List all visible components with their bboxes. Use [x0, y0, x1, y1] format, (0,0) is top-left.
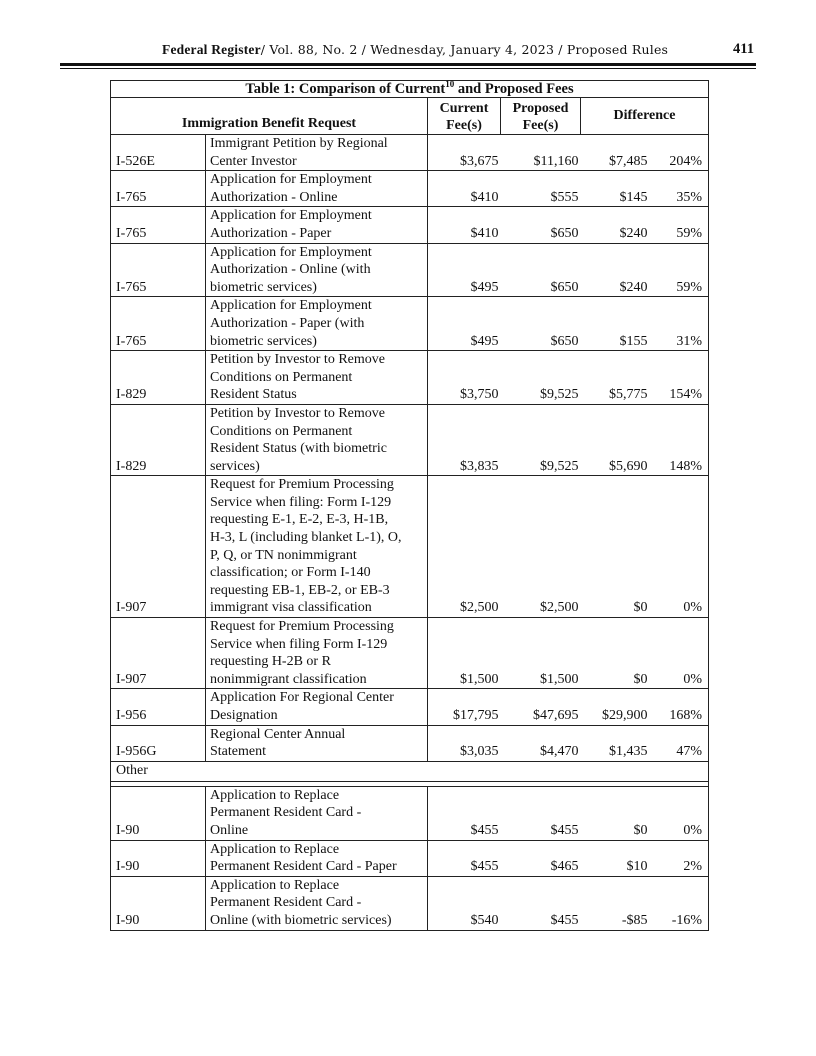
current-fee: $495 — [428, 297, 501, 351]
difference-amount: $1,435 — [581, 725, 650, 761]
header-difference: Difference — [581, 98, 709, 135]
proposed-fee: $650 — [501, 243, 581, 297]
fee-comparison-table — [110, 80, 709, 931]
current-fee: $2,500 — [428, 476, 501, 618]
header-current-fees: Current Fee(s) — [428, 98, 501, 135]
difference-percent: 2% — [650, 840, 709, 876]
difference-percent: 154% — [650, 351, 709, 405]
form-number: I-829 — [111, 404, 206, 475]
table-row — [111, 476, 709, 618]
current-fee: $17,795 — [428, 689, 501, 725]
table-title: Table 1: Comparison of Current$^{10}$ and Proposed Fees — [111, 81, 709, 98]
proposed-fee: $9,525 — [501, 404, 581, 475]
form-number: I-526E — [111, 135, 206, 171]
running-header — [60, 40, 756, 60]
current-fee: $455 — [428, 786, 501, 840]
difference-percent: 204% — [650, 135, 709, 171]
form-number: I-765 — [111, 243, 206, 297]
form-number: I-907 — [111, 618, 206, 689]
proposed-fee: $4,470 — [501, 725, 581, 761]
current-fee: $3,675 — [428, 135, 501, 171]
difference-percent: 148% — [650, 404, 709, 475]
difference-amount: $29,900 — [581, 689, 650, 725]
difference-percent: 35% — [650, 171, 709, 207]
proposed-fee: $9,525 — [501, 351, 581, 405]
proposed-fee: $455 — [501, 876, 581, 930]
column-header-row — [111, 98, 709, 135]
request-description: Application For Regional Center Designation — [206, 689, 428, 725]
section-row — [111, 761, 709, 781]
request-description: Application for Employment Authorization - Online — [206, 171, 428, 207]
proposed-fee: $1,500 — [501, 618, 581, 689]
difference-amount: $7,485 — [581, 135, 650, 171]
table-row — [111, 135, 709, 171]
request-description: Application to Replace Permanent Resident Card - Online (with biometric services) — [206, 876, 428, 930]
form-number: I-90 — [111, 840, 206, 876]
request-description: Immigrant Petition by Regional Center Investor — [206, 135, 428, 171]
proposed-fee: $2,500 — [501, 476, 581, 618]
section-label-other: Other — [111, 761, 709, 781]
difference-percent: 47% — [650, 725, 709, 761]
header-request: Immigration Benefit Request — [111, 98, 428, 135]
proposed-fee: $650 — [501, 207, 581, 243]
table-row — [111, 404, 709, 475]
current-fee: $3,835 — [428, 404, 501, 475]
table-row — [111, 689, 709, 725]
difference-percent: 59% — [650, 243, 709, 297]
difference-amount: $0 — [581, 476, 650, 618]
current-fee: $410 — [428, 207, 501, 243]
proposed-fee: $465 — [501, 840, 581, 876]
form-number: I-765 — [111, 297, 206, 351]
difference-amount: $240 — [581, 207, 650, 243]
table-title-row — [111, 81, 709, 98]
form-number: I-956G — [111, 725, 206, 761]
header-rule-thin — [60, 68, 756, 69]
difference-amount: $5,690 — [581, 404, 650, 475]
current-fee: $1,500 — [428, 618, 501, 689]
difference-amount: $10 — [581, 840, 650, 876]
difference-percent: 59% — [650, 207, 709, 243]
table-row — [111, 171, 709, 207]
current-fee: $455 — [428, 840, 501, 876]
difference-amount: $240 — [581, 243, 650, 297]
footnote-ref: 10 — [445, 79, 455, 90]
proposed-fee: $650 — [501, 297, 581, 351]
form-number: I-829 — [111, 351, 206, 405]
request-description: Petition by Investor to Remove Conditions on Permanent Resident Status (with biometric services) — [206, 404, 428, 475]
request-description: Application to Replace Permanent Resident Card - Paper — [206, 840, 428, 876]
table-row — [111, 243, 709, 297]
table-row — [111, 207, 709, 243]
difference-amount: -$85 — [581, 876, 650, 930]
proposed-fee: $455 — [501, 786, 581, 840]
table-row — [111, 876, 709, 930]
current-fee: $3,750 — [428, 351, 501, 405]
table-row — [111, 351, 709, 405]
publication-name: Federal Register — [162, 42, 261, 57]
difference-percent: -16% — [650, 876, 709, 930]
difference-amount: $0 — [581, 618, 650, 689]
form-number: I-907 — [111, 476, 206, 618]
current-fee: $540 — [428, 876, 501, 930]
header-citation — [162, 42, 668, 58]
form-number: I-956 — [111, 689, 206, 725]
difference-percent: 0% — [650, 618, 709, 689]
difference-percent: 168% — [650, 689, 709, 725]
request-description: Request for Premium Processing Service when filing Form I-129 requesting H-2B or R nonimmigrant classification — [206, 618, 428, 689]
proposed-fee: $47,695 — [501, 689, 581, 725]
current-fee: $3,035 — [428, 725, 501, 761]
request-description: Request for Premium Processing Service when filing: Form I-129 requesting E-1, E-2, E-3, H-1B, H-3, L (including blanket L-1), O, P, Q, or TN nonimmigrant classification; or Form I-140 requesting EB-1, EB-2, or EB-3 immigrant visa classification — [206, 476, 428, 618]
request-description: Regional Center Annual Statement — [206, 725, 428, 761]
difference-amount: $155 — [581, 297, 650, 351]
request-description: Application for Employment Authorization - Paper — [206, 207, 428, 243]
fee-comparison-table-container — [110, 80, 709, 931]
issue-details: / Vol. 88, No. 2 / Wednesday, January 4, 2023 / Proposed Rules — [260, 42, 669, 57]
difference-amount: $145 — [581, 171, 650, 207]
request-description: Application for Employment Authorization - Online (with biometric services) — [206, 243, 428, 297]
difference-amount: $0 — [581, 786, 650, 840]
table-row — [111, 840, 709, 876]
header-proposed-fees: Proposed Fee(s) — [501, 98, 581, 135]
difference-percent: 0% — [650, 476, 709, 618]
current-fee: $410 — [428, 171, 501, 207]
header-rule-thick — [60, 63, 756, 66]
difference-amount: $5,775 — [581, 351, 650, 405]
table-row — [111, 618, 709, 689]
form-number: I-765 — [111, 171, 206, 207]
page-number: 411 — [733, 41, 754, 57]
table-row — [111, 297, 709, 351]
request-description: Petition by Investor to Remove Conditions on Permanent Resident Status — [206, 351, 428, 405]
proposed-fee: $555 — [501, 171, 581, 207]
form-number: I-765 — [111, 207, 206, 243]
proposed-fee: $11,160 — [501, 135, 581, 171]
difference-percent: 0% — [650, 786, 709, 840]
difference-percent: 31% — [650, 297, 709, 351]
table-row — [111, 725, 709, 761]
request-description: Application to Replace Permanent Resident Card - Online — [206, 786, 428, 840]
form-number: I-90 — [111, 786, 206, 840]
form-number: I-90 — [111, 876, 206, 930]
table-row — [111, 786, 709, 840]
current-fee: $495 — [428, 243, 501, 297]
request-description: Application for Employment Authorization - Paper (with biometric services) — [206, 297, 428, 351]
